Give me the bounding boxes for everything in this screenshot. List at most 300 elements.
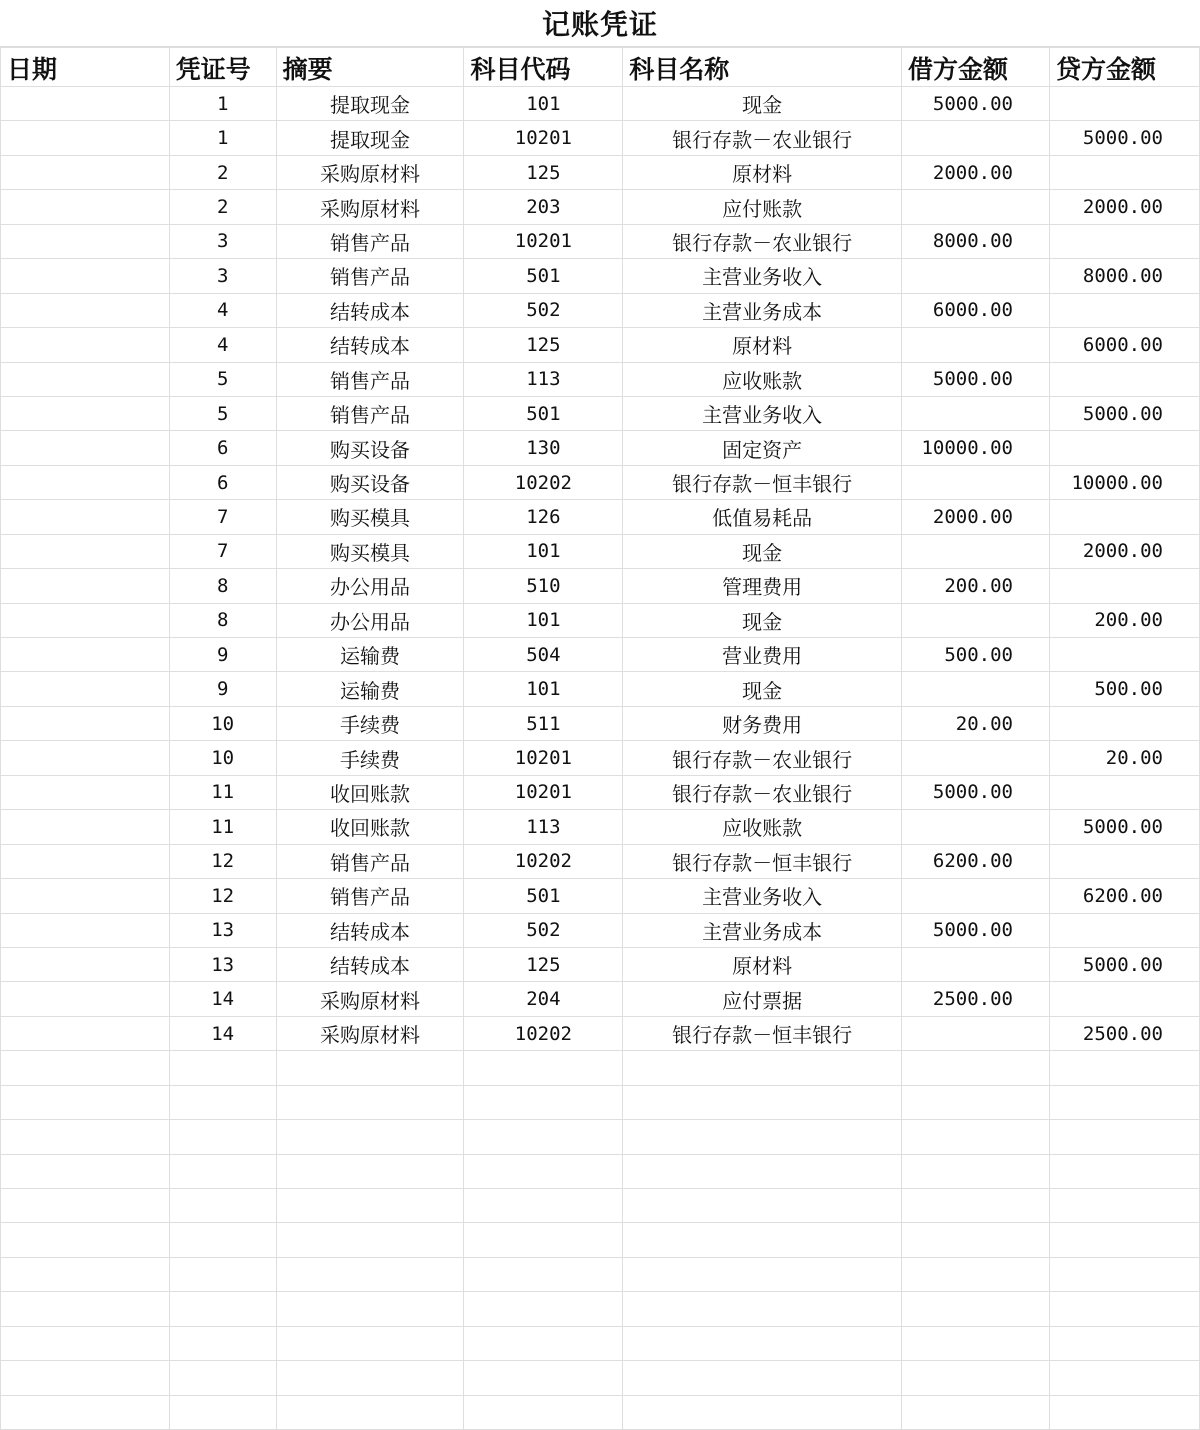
summary-cell[interactable]: 销售产品 xyxy=(276,362,464,396)
account-name-cell[interactable]: 现金 xyxy=(623,672,902,706)
credit-cell[interactable] xyxy=(1049,1326,1199,1360)
account-name-cell[interactable] xyxy=(623,1361,902,1395)
credit-cell[interactable] xyxy=(1049,638,1199,672)
debit-cell[interactable] xyxy=(902,396,1050,430)
account-code-cell[interactable] xyxy=(464,1326,623,1360)
credit-cell[interactable]: 8000.00 xyxy=(1049,259,1199,293)
account-name-cell[interactable]: 银行存款－农业银行 xyxy=(623,224,902,258)
account-name-cell[interactable]: 银行存款－恒丰银行 xyxy=(623,844,902,878)
account-name-cell[interactable]: 低值易耗品 xyxy=(623,500,902,534)
debit-cell[interactable]: 2000.00 xyxy=(902,155,1050,189)
debit-cell[interactable] xyxy=(902,741,1050,775)
date-cell[interactable] xyxy=(1,1257,170,1291)
credit-cell[interactable] xyxy=(1049,913,1199,947)
account-code-cell[interactable]: 501 xyxy=(464,879,623,913)
table-row xyxy=(1,810,1200,844)
credit-cell[interactable]: 5000.00 xyxy=(1049,121,1199,155)
debit-cell[interactable] xyxy=(902,1395,1050,1429)
credit-cell[interactable] xyxy=(1049,293,1199,327)
summary-cell[interactable]: 购买模具 xyxy=(276,500,464,534)
account-code-cell[interactable]: 101 xyxy=(464,87,623,121)
voucher-no-cell[interactable] xyxy=(169,1257,276,1291)
summary-cell[interactable]: 结转成本 xyxy=(276,913,464,947)
debit-cell[interactable] xyxy=(902,1189,1050,1223)
voucher-no-cell[interactable]: 6 xyxy=(169,465,276,499)
account-code-cell[interactable] xyxy=(464,1120,623,1154)
table-row xyxy=(1,1085,1200,1119)
summary-cell[interactable] xyxy=(276,1051,464,1085)
account-name-cell[interactable]: 现金 xyxy=(623,534,902,568)
date-cell[interactable] xyxy=(1,947,170,981)
date-cell[interactable] xyxy=(1,913,170,947)
date-cell[interactable] xyxy=(1,293,170,327)
date-cell[interactable] xyxy=(1,1051,170,1085)
voucher-no-cell[interactable] xyxy=(169,1189,276,1223)
date-cell[interactable] xyxy=(1,224,170,258)
date-cell[interactable] xyxy=(1,1326,170,1360)
credit-cell[interactable] xyxy=(1049,1120,1199,1154)
credit-cell[interactable] xyxy=(1049,1361,1199,1395)
voucher-no-cell[interactable]: 5 xyxy=(169,396,276,430)
voucher-no-cell[interactable]: 13 xyxy=(169,913,276,947)
date-cell[interactable] xyxy=(1,190,170,224)
account-code-cell[interactable] xyxy=(464,1223,623,1257)
date-cell[interactable] xyxy=(1,328,170,362)
debit-cell[interactable]: 20.00 xyxy=(902,706,1050,740)
account-name-cell[interactable] xyxy=(623,1326,902,1360)
title-cell[interactable] xyxy=(0,0,1200,47)
summary-cell[interactable]: 结转成本 xyxy=(276,293,464,327)
date-cell[interactable] xyxy=(1,87,170,121)
account-name-cell[interactable] xyxy=(623,1223,902,1257)
credit-cell[interactable] xyxy=(1049,706,1199,740)
account-name-cell[interactable]: 原材料 xyxy=(623,328,902,362)
account-code-cell[interactable] xyxy=(464,1292,623,1326)
voucher-no-cell[interactable] xyxy=(169,1395,276,1429)
voucher-no-cell[interactable] xyxy=(169,1361,276,1395)
account-name-cell[interactable] xyxy=(623,1395,902,1429)
account-name-cell[interactable]: 现金 xyxy=(623,87,902,121)
date-cell[interactable] xyxy=(1,1395,170,1429)
date-cell[interactable] xyxy=(1,121,170,155)
account-code-cell[interactable]: 125 xyxy=(464,155,623,189)
debit-cell[interactable]: 200.00 xyxy=(902,569,1050,603)
date-cell[interactable] xyxy=(1,1189,170,1223)
credit-cell[interactable]: 5000.00 xyxy=(1049,396,1199,430)
voucher-no-cell[interactable] xyxy=(169,1223,276,1257)
account-code-cell[interactable] xyxy=(464,1189,623,1223)
summary-cell[interactable]: 办公用品 xyxy=(276,569,464,603)
summary-cell[interactable]: 手续费 xyxy=(276,741,464,775)
voucher-no-cell[interactable]: 8 xyxy=(169,569,276,603)
table-row xyxy=(1,879,1200,913)
account-code-cell[interactable]: 10202 xyxy=(464,1016,623,1050)
table-row xyxy=(1,500,1200,534)
account-name-cell[interactable] xyxy=(623,1051,902,1085)
account-name-cell[interactable] xyxy=(623,1120,902,1154)
table-row xyxy=(1,1326,1200,1360)
summary-cell[interactable]: 采购原材料 xyxy=(276,982,464,1016)
account-code-cell[interactable]: 113 xyxy=(464,810,623,844)
account-code-cell[interactable] xyxy=(464,1257,623,1291)
voucher-no-cell[interactable]: 11 xyxy=(169,810,276,844)
account-code-cell[interactable]: 504 xyxy=(464,638,623,672)
debit-cell[interactable]: 5000.00 xyxy=(902,913,1050,947)
credit-cell[interactable]: 5000.00 xyxy=(1049,810,1199,844)
summary-cell[interactable] xyxy=(276,1257,464,1291)
account-name-cell[interactable]: 银行存款－农业银行 xyxy=(623,775,902,809)
credit-cell[interactable] xyxy=(1049,1223,1199,1257)
summary-cell[interactable]: 手续费 xyxy=(276,706,464,740)
table-row xyxy=(1,396,1200,430)
voucher-no-cell[interactable]: 4 xyxy=(169,293,276,327)
date-cell[interactable] xyxy=(1,569,170,603)
date-cell[interactable] xyxy=(1,500,170,534)
account-name-cell[interactable]: 主营业务成本 xyxy=(623,293,902,327)
summary-cell[interactable]: 收回账款 xyxy=(276,810,464,844)
debit-cell[interactable]: 2500.00 xyxy=(902,982,1050,1016)
date-cell[interactable] xyxy=(1,672,170,706)
voucher-no-cell[interactable]: 4 xyxy=(169,328,276,362)
date-cell[interactable] xyxy=(1,155,170,189)
summary-cell[interactable]: 购买设备 xyxy=(276,431,464,465)
table-row xyxy=(1,672,1200,706)
account-name-cell[interactable]: 现金 xyxy=(623,603,902,637)
debit-cell[interactable] xyxy=(902,1292,1050,1326)
summary-cell[interactable]: 运输费 xyxy=(276,672,464,706)
summary-cell[interactable]: 购买模具 xyxy=(276,534,464,568)
account-code-cell[interactable]: 10201 xyxy=(464,775,623,809)
summary-cell[interactable]: 提取现金 xyxy=(276,121,464,155)
debit-cell[interactable] xyxy=(902,1361,1050,1395)
voucher-no-cell[interactable] xyxy=(169,1051,276,1085)
header-summary[interactable]: 摘要 xyxy=(276,48,464,87)
date-cell[interactable] xyxy=(1,810,170,844)
account-code-cell[interactable]: 101 xyxy=(464,672,623,706)
voucher-no-cell[interactable]: 6 xyxy=(169,431,276,465)
summary-cell[interactable] xyxy=(276,1292,464,1326)
summary-cell[interactable] xyxy=(276,1395,464,1429)
summary-cell[interactable]: 结转成本 xyxy=(276,947,464,981)
table-row xyxy=(1,741,1200,775)
voucher-no-cell[interactable]: 12 xyxy=(169,844,276,878)
header-account-name[interactable]: 科目名称 xyxy=(623,48,902,87)
summary-cell[interactable]: 收回账款 xyxy=(276,775,464,809)
account-name-cell[interactable]: 应收账款 xyxy=(623,810,902,844)
summary-cell[interactable]: 购买设备 xyxy=(276,465,464,499)
voucher-no-cell[interactable]: 7 xyxy=(169,500,276,534)
account-name-cell[interactable]: 营业费用 xyxy=(623,638,902,672)
debit-cell[interactable]: 6000.00 xyxy=(902,293,1050,327)
account-name-cell[interactable]: 原材料 xyxy=(623,947,902,981)
debit-cell[interactable]: 5000.00 xyxy=(902,362,1050,396)
credit-cell[interactable]: 2000.00 xyxy=(1049,534,1199,568)
credit-cell[interactable] xyxy=(1049,844,1199,878)
account-name-cell[interactable]: 固定资产 xyxy=(623,431,902,465)
account-name-cell[interactable] xyxy=(623,1085,902,1119)
summary-cell[interactable] xyxy=(276,1085,464,1119)
account-code-cell[interactable]: 125 xyxy=(464,328,623,362)
debit-cell[interactable] xyxy=(902,1051,1050,1085)
header-voucher-no[interactable]: 凭证号 xyxy=(169,48,276,87)
debit-cell[interactable] xyxy=(902,121,1050,155)
voucher-no-cell[interactable]: 1 xyxy=(169,121,276,155)
voucher-no-cell[interactable]: 5 xyxy=(169,362,276,396)
debit-cell[interactable]: 5000.00 xyxy=(902,87,1050,121)
credit-cell[interactable]: 6200.00 xyxy=(1049,879,1199,913)
debit-cell[interactable] xyxy=(902,810,1050,844)
voucher-no-cell[interactable]: 13 xyxy=(169,947,276,981)
summary-cell[interactable]: 销售产品 xyxy=(276,224,464,258)
summary-cell[interactable]: 提取现金 xyxy=(276,87,464,121)
account-code-cell[interactable]: 10201 xyxy=(464,121,623,155)
summary-cell[interactable] xyxy=(276,1361,464,1395)
account-code-cell[interactable]: 501 xyxy=(464,396,623,430)
table-row xyxy=(1,87,1200,121)
summary-cell[interactable] xyxy=(276,1120,464,1154)
date-cell[interactable] xyxy=(1,431,170,465)
date-cell[interactable] xyxy=(1,1361,170,1395)
summary-cell[interactable] xyxy=(276,1223,464,1257)
summary-cell[interactable]: 销售产品 xyxy=(276,259,464,293)
credit-cell[interactable] xyxy=(1049,1292,1199,1326)
table-row xyxy=(1,362,1200,396)
voucher-no-cell[interactable]: 9 xyxy=(169,672,276,706)
voucher-no-cell[interactable]: 2 xyxy=(169,190,276,224)
account-code-cell[interactable]: 10201 xyxy=(464,741,623,775)
summary-cell[interactable] xyxy=(276,1154,464,1188)
account-name-cell[interactable]: 主营业务收入 xyxy=(623,396,902,430)
credit-cell[interactable] xyxy=(1049,1051,1199,1085)
account-name-cell[interactable]: 主营业务收入 xyxy=(623,879,902,913)
summary-cell[interactable]: 采购原材料 xyxy=(276,1016,464,1050)
credit-cell[interactable] xyxy=(1049,362,1199,396)
sheet-title: 记账凭证 xyxy=(541,8,658,41)
account-code-cell[interactable]: 126 xyxy=(464,500,623,534)
account-code-cell[interactable] xyxy=(464,1085,623,1119)
table-row xyxy=(1,706,1200,740)
summary-cell[interactable]: 办公用品 xyxy=(276,603,464,637)
debit-cell[interactable] xyxy=(902,879,1050,913)
date-cell[interactable] xyxy=(1,534,170,568)
date-cell[interactable] xyxy=(1,1016,170,1050)
account-name-cell[interactable]: 原材料 xyxy=(623,155,902,189)
voucher-no-cell[interactable] xyxy=(169,1292,276,1326)
account-name-cell[interactable]: 银行存款－恒丰银行 xyxy=(623,1016,902,1050)
debit-cell[interactable] xyxy=(902,1016,1050,1050)
voucher-no-cell[interactable]: 8 xyxy=(169,603,276,637)
debit-cell[interactable] xyxy=(902,1223,1050,1257)
voucher-no-cell[interactable]: 3 xyxy=(169,259,276,293)
credit-cell[interactable] xyxy=(1049,224,1199,258)
date-cell[interactable] xyxy=(1,879,170,913)
debit-cell[interactable] xyxy=(902,603,1050,637)
credit-cell[interactable]: 200.00 xyxy=(1049,603,1199,637)
account-code-cell[interactable]: 511 xyxy=(464,706,623,740)
voucher-no-cell[interactable]: 12 xyxy=(169,879,276,913)
credit-cell[interactable]: 5000.00 xyxy=(1049,947,1199,981)
table-row xyxy=(1,534,1200,568)
account-code-cell[interactable]: 10202 xyxy=(464,844,623,878)
account-name-cell[interactable]: 应收账款 xyxy=(623,362,902,396)
account-code-cell[interactable]: 101 xyxy=(464,534,623,568)
voucher-no-cell[interactable] xyxy=(169,1120,276,1154)
date-cell[interactable] xyxy=(1,1292,170,1326)
voucher-no-cell[interactable]: 10 xyxy=(169,706,276,740)
account-code-cell[interactable]: 502 xyxy=(464,913,623,947)
debit-cell[interactable] xyxy=(902,1326,1050,1360)
date-cell[interactable] xyxy=(1,706,170,740)
voucher-no-cell[interactable]: 14 xyxy=(169,1016,276,1050)
credit-cell[interactable] xyxy=(1049,1257,1199,1291)
account-code-cell[interactable] xyxy=(464,1154,623,1188)
date-cell[interactable] xyxy=(1,844,170,878)
account-code-cell[interactable] xyxy=(464,1051,623,1085)
date-cell[interactable] xyxy=(1,362,170,396)
debit-cell[interactable]: 10000.00 xyxy=(902,431,1050,465)
account-code-cell[interactable] xyxy=(464,1361,623,1395)
account-name-cell[interactable]: 应付账款 xyxy=(623,190,902,224)
account-code-cell[interactable]: 113 xyxy=(464,362,623,396)
voucher-no-cell[interactable] xyxy=(169,1085,276,1119)
account-name-cell[interactable] xyxy=(623,1189,902,1223)
date-cell[interactable] xyxy=(1,465,170,499)
account-name-cell[interactable]: 主营业务成本 xyxy=(623,913,902,947)
credit-cell[interactable] xyxy=(1049,1189,1199,1223)
debit-cell[interactable] xyxy=(902,465,1050,499)
voucher-no-cell[interactable]: 11 xyxy=(169,775,276,809)
account-name-cell[interactable]: 财务费用 xyxy=(623,706,902,740)
voucher-no-cell[interactable] xyxy=(169,1326,276,1360)
account-name-cell[interactable]: 主营业务收入 xyxy=(623,259,902,293)
date-cell[interactable] xyxy=(1,259,170,293)
table-row xyxy=(1,775,1200,809)
summary-cell[interactable] xyxy=(276,1189,464,1223)
account-code-cell[interactable]: 130 xyxy=(464,431,623,465)
debit-cell[interactable] xyxy=(902,534,1050,568)
date-cell[interactable] xyxy=(1,982,170,1016)
account-code-cell[interactable]: 203 xyxy=(464,190,623,224)
date-cell[interactable] xyxy=(1,775,170,809)
debit-cell[interactable] xyxy=(902,1154,1050,1188)
debit-cell[interactable]: 500.00 xyxy=(902,638,1050,672)
credit-cell[interactable] xyxy=(1049,431,1199,465)
summary-cell[interactable]: 销售产品 xyxy=(276,396,464,430)
debit-cell[interactable] xyxy=(902,328,1050,362)
table-row xyxy=(1,638,1200,672)
account-code-cell[interactable]: 10202 xyxy=(464,465,623,499)
summary-cell[interactable]: 运输费 xyxy=(276,638,464,672)
credit-cell[interactable] xyxy=(1049,155,1199,189)
date-cell[interactable] xyxy=(1,638,170,672)
account-code-cell[interactable]: 510 xyxy=(464,569,623,603)
table-row xyxy=(1,190,1200,224)
credit-cell[interactable] xyxy=(1049,1395,1199,1429)
summary-cell[interactable]: 结转成本 xyxy=(276,328,464,362)
header-debit[interactable]: 借方金额 xyxy=(902,48,1050,87)
account-code-cell[interactable]: 204 xyxy=(464,982,623,1016)
voucher-no-cell[interactable]: 9 xyxy=(169,638,276,672)
debit-cell[interactable] xyxy=(902,1120,1050,1154)
debit-cell[interactable] xyxy=(902,1257,1050,1291)
credit-cell[interactable]: 2000.00 xyxy=(1049,190,1199,224)
credit-cell[interactable]: 500.00 xyxy=(1049,672,1199,706)
account-code-cell[interactable]: 501 xyxy=(464,259,623,293)
summary-cell[interactable]: 销售产品 xyxy=(276,844,464,878)
account-name-cell[interactable]: 银行存款－农业银行 xyxy=(623,121,902,155)
header-account-code[interactable]: 科目代码 xyxy=(464,48,623,87)
table-row xyxy=(1,465,1200,499)
debit-cell[interactable] xyxy=(902,259,1050,293)
debit-cell[interactable] xyxy=(902,190,1050,224)
credit-cell[interactable] xyxy=(1049,569,1199,603)
voucher-no-cell[interactable]: 7 xyxy=(169,534,276,568)
summary-cell[interactable]: 采购原材料 xyxy=(276,190,464,224)
account-code-cell[interactable]: 125 xyxy=(464,947,623,981)
date-cell[interactable] xyxy=(1,396,170,430)
account-code-cell[interactable] xyxy=(464,1395,623,1429)
date-cell[interactable] xyxy=(1,1085,170,1119)
debit-cell[interactable] xyxy=(902,947,1050,981)
credit-cell[interactable]: 2500.00 xyxy=(1049,1016,1199,1050)
account-name-cell[interactable]: 管理费用 xyxy=(623,569,902,603)
credit-cell[interactable] xyxy=(1049,500,1199,534)
credit-cell[interactable]: 10000.00 xyxy=(1049,465,1199,499)
summary-cell[interactable] xyxy=(276,1326,464,1360)
date-cell[interactable] xyxy=(1,603,170,637)
account-code-cell[interactable]: 502 xyxy=(464,293,623,327)
voucher-no-cell[interactable]: 2 xyxy=(169,155,276,189)
debit-cell[interactable]: 5000.00 xyxy=(902,775,1050,809)
summary-cell[interactable]: 销售产品 xyxy=(276,879,464,913)
credit-cell[interactable] xyxy=(1049,1154,1199,1188)
debit-cell[interactable]: 8000.00 xyxy=(902,224,1050,258)
date-cell[interactable] xyxy=(1,1223,170,1257)
voucher-no-cell[interactable]: 3 xyxy=(169,224,276,258)
voucher-no-cell[interactable] xyxy=(169,1154,276,1188)
voucher-no-cell[interactable]: 1 xyxy=(169,87,276,121)
debit-cell[interactable]: 6200.00 xyxy=(902,844,1050,878)
table-row xyxy=(1,1292,1200,1326)
date-cell[interactable] xyxy=(1,1120,170,1154)
account-code-cell[interactable]: 101 xyxy=(464,603,623,637)
credit-cell[interactable]: 20.00 xyxy=(1049,741,1199,775)
date-cell[interactable] xyxy=(1,741,170,775)
account-name-cell[interactable]: 银行存款－农业银行 xyxy=(623,741,902,775)
debit-cell[interactable]: 2000.00 xyxy=(902,500,1050,534)
account-name-cell[interactable]: 银行存款－恒丰银行 xyxy=(623,465,902,499)
voucher-no-cell[interactable]: 14 xyxy=(169,982,276,1016)
account-code-cell[interactable]: 10201 xyxy=(464,224,623,258)
voucher-table xyxy=(0,47,1200,1430)
account-name-cell[interactable] xyxy=(623,1257,902,1291)
date-cell[interactable] xyxy=(1,1154,170,1188)
credit-cell[interactable] xyxy=(1049,982,1199,1016)
summary-cell[interactable]: 采购原材料 xyxy=(276,155,464,189)
credit-cell[interactable] xyxy=(1049,1085,1199,1119)
credit-cell[interactable]: 6000.00 xyxy=(1049,328,1199,362)
account-name-cell[interactable] xyxy=(623,1292,902,1326)
account-name-cell[interactable]: 应付票据 xyxy=(623,982,902,1016)
voucher-no-cell[interactable]: 10 xyxy=(169,741,276,775)
header-credit[interactable]: 贷方金额 xyxy=(1049,48,1199,87)
credit-cell[interactable] xyxy=(1049,775,1199,809)
debit-cell[interactable] xyxy=(902,672,1050,706)
account-name-cell[interactable] xyxy=(623,1154,902,1188)
credit-cell[interactable] xyxy=(1049,87,1199,121)
header-date[interactable]: 日期 xyxy=(1,48,170,87)
debit-cell[interactable] xyxy=(902,1085,1050,1119)
